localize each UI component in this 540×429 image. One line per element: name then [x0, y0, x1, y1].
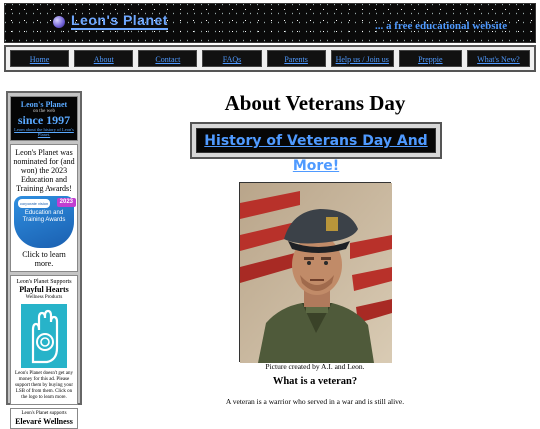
planet-icon	[53, 16, 65, 28]
nav-about[interactable]: About	[74, 50, 133, 67]
nav-help-join[interactable]: Help us / Join us	[331, 50, 394, 67]
main-nav	[4, 45, 536, 72]
award-text: Leon's Planet was nominated for (and won) the 2023 Education and Training Awards!	[13, 148, 75, 193]
history-button[interactable]	[190, 122, 442, 174]
playful-title: Playful Hearts	[19, 285, 69, 294]
image-caption: Picture created by A.I. and Leon.	[265, 362, 365, 371]
nav-whats-new[interactable]: What's New?	[467, 50, 530, 67]
soldier-portrait-image	[239, 182, 391, 362]
sidebar-planet-subtitle: on the web	[33, 109, 55, 114]
history-link[interactable]: Learn about the history of Leon's Planet.	[14, 127, 74, 137]
nav-faqs[interactable]: FAQs	[202, 50, 261, 67]
planet-history-box[interactable]	[10, 96, 78, 141]
playful-intro: Leon's Planet Supports	[16, 279, 72, 285]
section-text: A veteran is a warrior who served in a war and is still alive.	[225, 397, 405, 406]
nav-preppie[interactable]: Preppie	[399, 50, 462, 67]
header-banner	[4, 3, 536, 43]
site-tagline: ... a free educational website	[375, 20, 508, 32]
page-title: About Veterans Day	[224, 91, 406, 115]
sidebar-planet-title: Leon's Planet	[20, 100, 68, 109]
sidebar-since: since 1997	[17, 113, 71, 127]
site-logo[interactable]	[53, 13, 168, 30]
award-brand: corporate vision	[20, 201, 49, 206]
playful-subtitle: Wellness Products	[25, 295, 63, 300]
playful-note: Leon's Planet doesn't get any money for this ad. Please support them by buying your LSB of from them. Click on the logo to learn more.	[14, 371, 74, 400]
soldier-illustration	[240, 183, 392, 363]
history-button-label[interactable]: History of Veterans Day And More!	[196, 128, 436, 153]
logo-text[interactable]: Leon's Planet	[71, 12, 168, 28]
sidebar	[6, 91, 82, 426]
award-badge-text: Education and Training Awards	[22, 210, 66, 223]
elevare-box[interactable]	[10, 408, 78, 429]
nav-parents[interactable]: Parents	[267, 50, 326, 67]
nav-contact[interactable]: Contact	[138, 50, 197, 67]
award-cta[interactable]: Click to learn more.	[22, 250, 66, 268]
elevare-title: Elevaré Wellness	[15, 417, 73, 426]
award-box[interactable]	[10, 144, 78, 272]
award-year: 2023	[57, 198, 76, 207]
hand-icon	[21, 304, 67, 368]
playful-hearts-logo[interactable]	[21, 304, 67, 368]
section-heading: What is a veteran?	[272, 376, 358, 387]
nav-home[interactable]: Home	[10, 50, 69, 67]
playful-hearts-box[interactable]	[10, 275, 78, 405]
award-badge[interactable]	[14, 196, 74, 248]
elevare-intro: Leon's Planet supports	[21, 411, 67, 416]
